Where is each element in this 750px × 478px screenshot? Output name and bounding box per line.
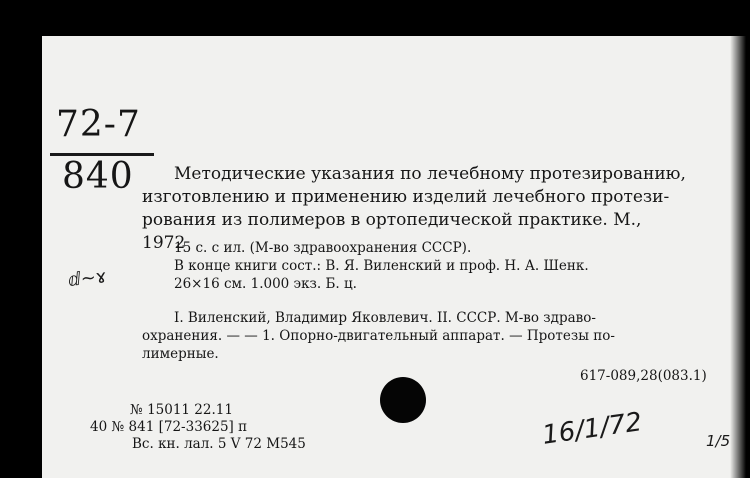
card-left-edge-shadow: [34, 36, 42, 478]
tracings-line-2: охранения. — — 1. Опорно-двигательный аппарат. — Протезы по-: [142, 328, 615, 344]
handwritten-date: 16/1/72: [540, 407, 644, 451]
card-punch-hole: [380, 377, 426, 423]
tracings-line-3: лимерные.: [142, 346, 219, 362]
title-line-2: изготовлению и применению изделий лечебного протези-: [142, 187, 670, 207]
description-line-2: В конце книги сост.: В. Я. Виленский и проф. Н. А. Шенк.: [174, 258, 589, 274]
title-line-1: Методические указания по лечебному протезированию,: [174, 164, 686, 184]
handwritten-corner-note: 1/5: [706, 432, 731, 450]
call-number-top: 72-7: [56, 104, 141, 145]
tracings-line-1: I. Виленский, Владимир Яковлевич. II. СССР. М-во здраво-: [174, 310, 596, 326]
catalog-card: [34, 36, 750, 478]
record-line-2: 40 № 841 [72-33625] п: [90, 419, 248, 435]
description-line-1: 15 с. с ил. (М-во здравоохранения СССР).: [174, 240, 472, 256]
record-line-3: Вс. кн. лал. 5 V 72 М545: [132, 436, 306, 452]
title-line-4: 1972: [142, 233, 186, 253]
description-line-3: 26×16 см. 1.000 экз. Б. ц.: [174, 276, 357, 292]
handwritten-left-mark: ⅆ~ɤ: [67, 266, 108, 291]
classification-code: 617-089,28(083.1): [580, 368, 707, 384]
record-line-1: № 15011 22.11: [130, 402, 233, 418]
title-line-3: рования из полимеров в ортопедической практике. М.,: [142, 210, 642, 230]
card-right-edge-shadow: [730, 36, 750, 478]
call-number-bottom: 840: [62, 156, 134, 197]
